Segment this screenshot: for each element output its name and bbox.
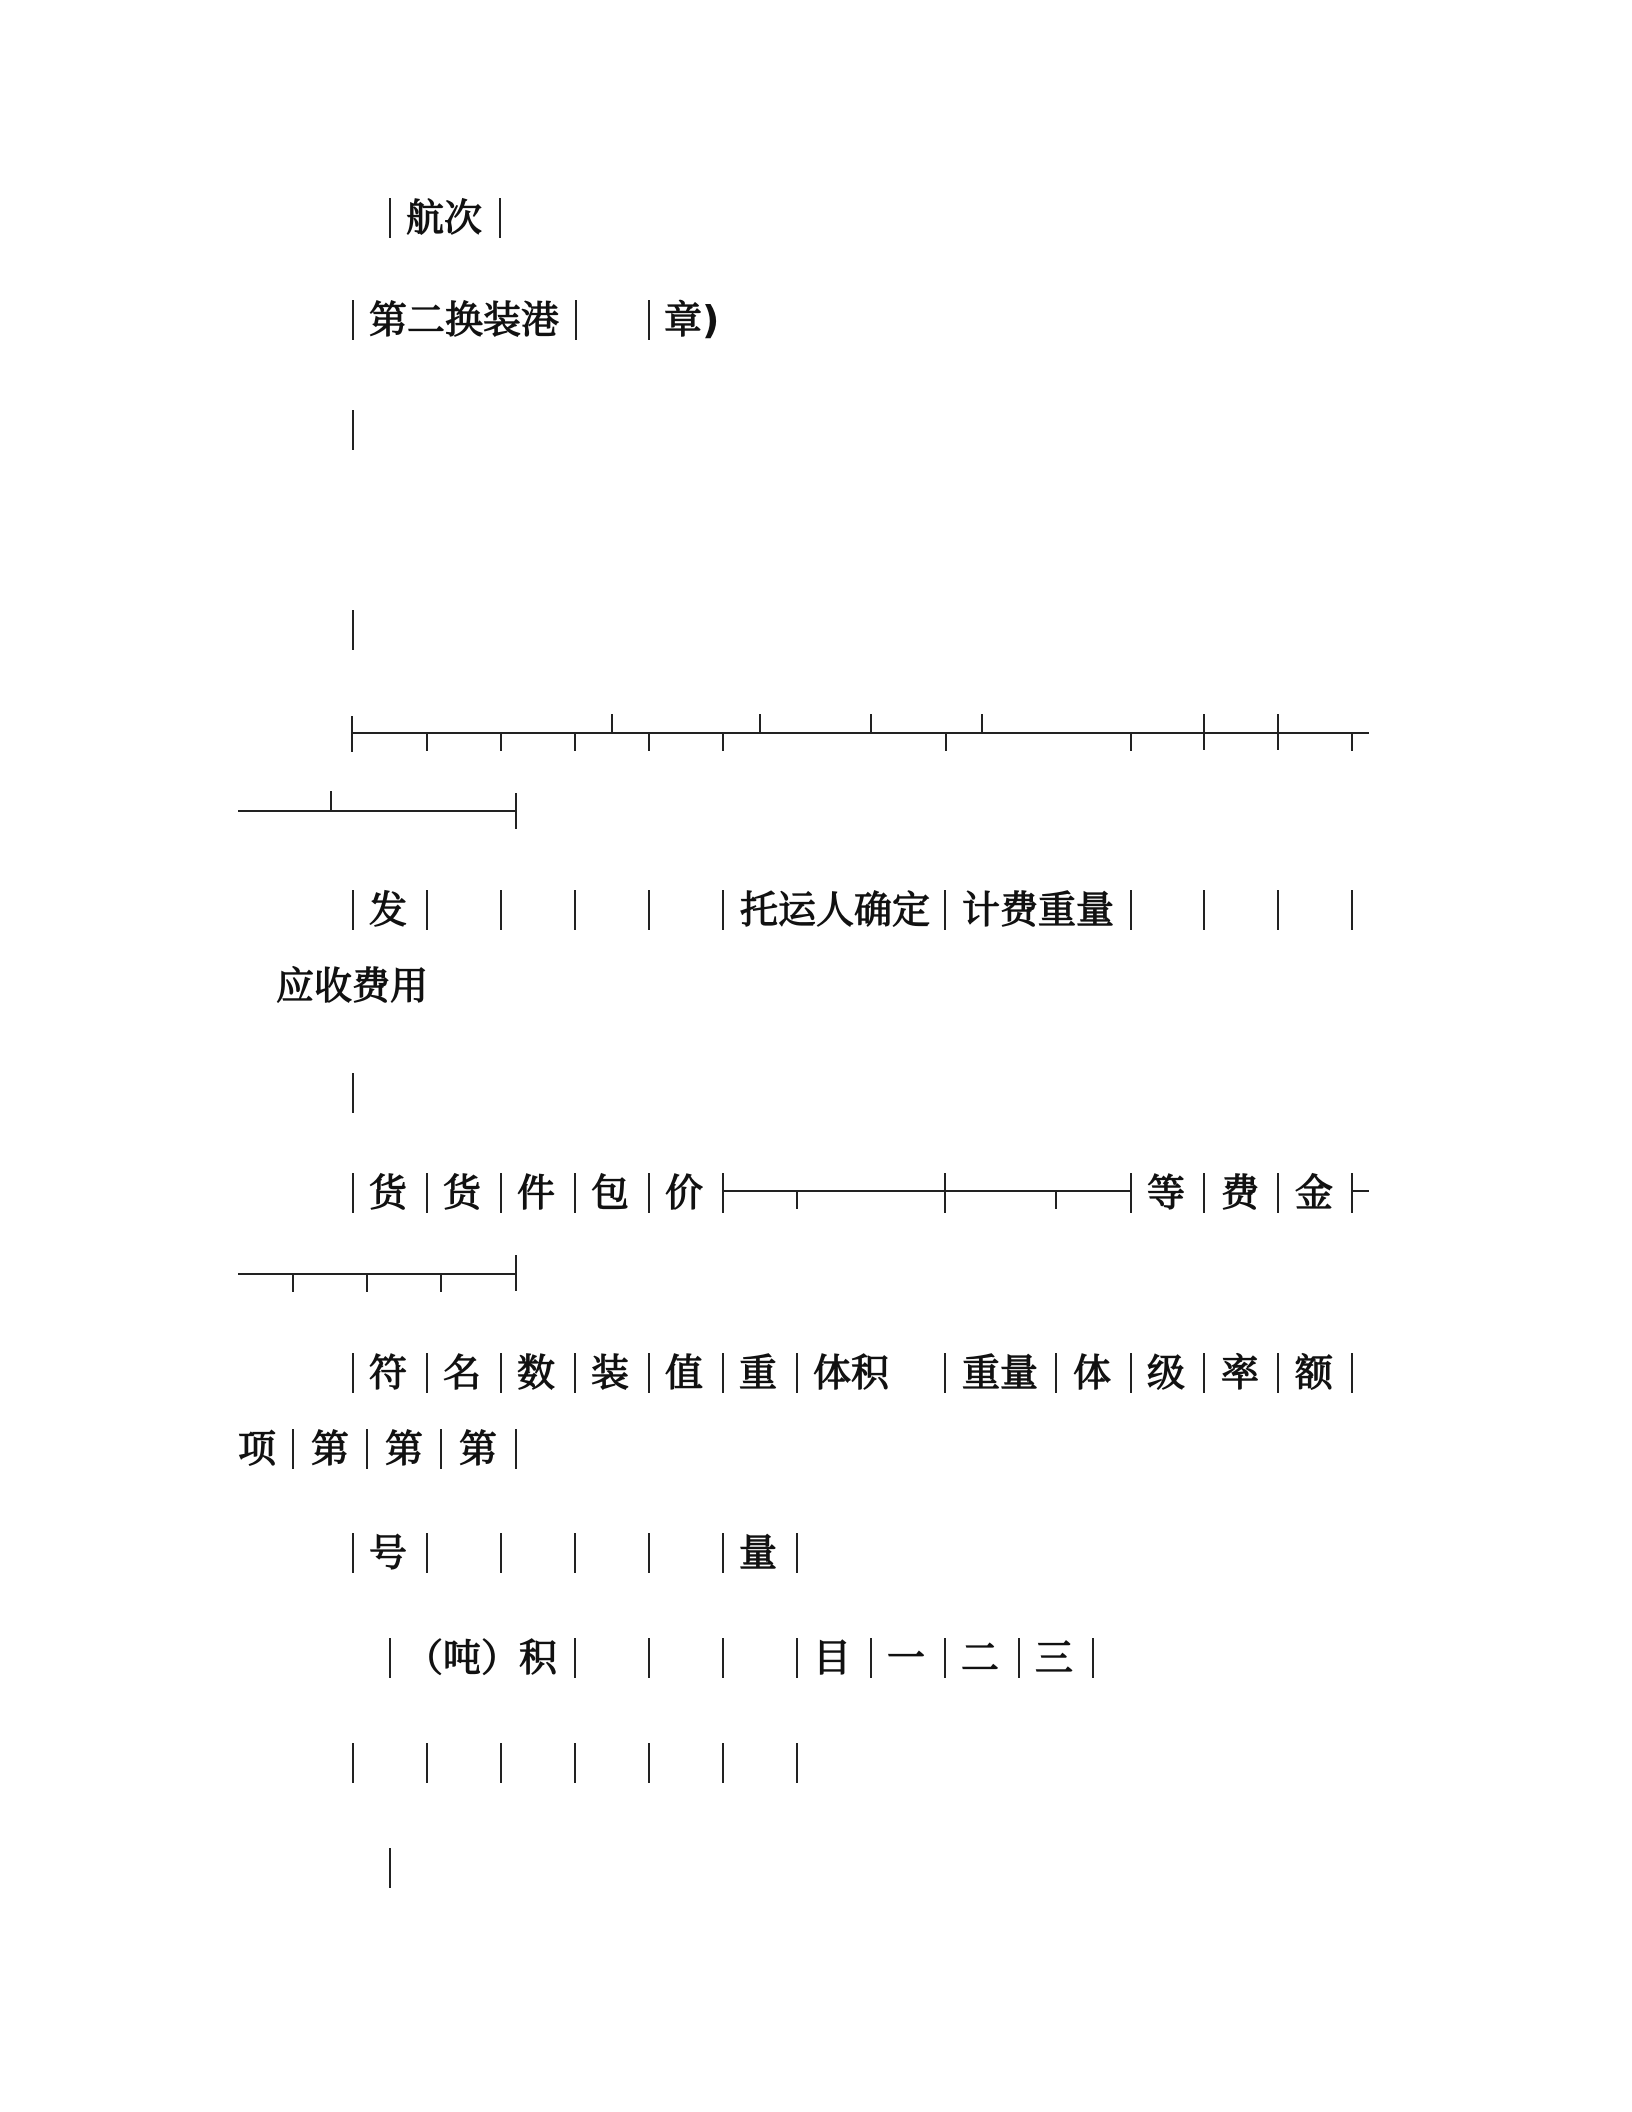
cell-border bbox=[1351, 1173, 1353, 1213]
cell-border bbox=[796, 1533, 798, 1573]
rule-tick bbox=[1130, 733, 1132, 751]
cell-border bbox=[426, 1173, 428, 1213]
cell-border bbox=[352, 1353, 354, 1393]
cell-border bbox=[574, 890, 576, 930]
cell-border bbox=[352, 610, 354, 650]
rule-tick bbox=[1277, 714, 1279, 750]
header-cell: 体 bbox=[1073, 1351, 1112, 1395]
cell-border bbox=[648, 1533, 650, 1573]
cell-border bbox=[426, 1353, 428, 1393]
rule-tick bbox=[648, 733, 650, 751]
header-cell: 号 bbox=[369, 1531, 408, 1575]
cell-border bbox=[389, 198, 391, 238]
header-cell: 货 bbox=[369, 1171, 408, 1215]
cell-border bbox=[389, 1638, 391, 1678]
rule-tick bbox=[759, 714, 761, 732]
cell-border bbox=[796, 1353, 798, 1393]
cell-border bbox=[352, 1533, 354, 1573]
rule-tick bbox=[574, 733, 576, 751]
cell-border bbox=[1130, 1353, 1132, 1393]
header-cell: 重 bbox=[739, 1351, 778, 1395]
header-cell: 一 bbox=[887, 1636, 926, 1680]
table-rule-continued bbox=[238, 810, 516, 812]
cell-border bbox=[1351, 890, 1353, 930]
wrapped-cell: 第 bbox=[385, 1427, 424, 1471]
cell-border bbox=[1203, 890, 1205, 930]
cell-border bbox=[722, 1173, 724, 1213]
cell-border bbox=[500, 1533, 502, 1573]
cell-border bbox=[648, 300, 650, 340]
header-cell: 符 bbox=[369, 1351, 408, 1395]
header-cell: 值 bbox=[665, 1351, 704, 1395]
cell-border bbox=[722, 1533, 724, 1573]
cell-shipper: 发 bbox=[369, 888, 408, 932]
cell-border bbox=[870, 1638, 872, 1678]
rule-tick bbox=[500, 733, 502, 751]
cell-border bbox=[575, 300, 577, 340]
cell-border bbox=[500, 1353, 502, 1393]
header-cell: 体积 bbox=[813, 1351, 890, 1395]
cell-border bbox=[1130, 890, 1132, 930]
rule-tick bbox=[870, 714, 872, 732]
cell-border bbox=[426, 890, 428, 930]
rule-tick bbox=[426, 733, 428, 751]
rule-tick bbox=[1203, 714, 1205, 750]
rule-tick bbox=[1055, 1191, 1057, 1209]
rule-tick bbox=[981, 714, 983, 732]
cell-border bbox=[352, 1173, 354, 1213]
cell-border bbox=[796, 1743, 798, 1783]
cell-border bbox=[722, 1353, 724, 1393]
rule-tick bbox=[292, 1274, 294, 1292]
cell-border bbox=[648, 890, 650, 930]
rule-tick bbox=[330, 791, 332, 810]
cell-border bbox=[944, 1353, 946, 1393]
header-cell: 货 bbox=[443, 1171, 482, 1215]
voyage-label: 航次 bbox=[406, 196, 483, 240]
cell-border bbox=[1277, 1353, 1279, 1393]
second-transship-port-label: 第二换装港 bbox=[369, 298, 560, 342]
rule-tick bbox=[611, 714, 613, 732]
header-cell: 额 bbox=[1295, 1351, 1334, 1395]
inner-rule bbox=[1351, 1190, 1369, 1192]
header-cell: 件 bbox=[517, 1171, 556, 1215]
header-cell: 率 bbox=[1221, 1351, 1260, 1395]
header-cell: 量 bbox=[739, 1531, 778, 1575]
cell-border bbox=[352, 300, 354, 340]
cell-border bbox=[426, 1533, 428, 1573]
cell-border bbox=[515, 1429, 517, 1469]
table-rule bbox=[352, 732, 1369, 734]
table-rule-continued bbox=[238, 1273, 516, 1275]
cell-border bbox=[722, 1743, 724, 1783]
rule-tick bbox=[796, 1191, 798, 1209]
header-cell: 装 bbox=[591, 1351, 630, 1395]
header-cell: 数 bbox=[517, 1351, 556, 1395]
rule-end bbox=[351, 716, 353, 752]
cell-border bbox=[648, 1743, 650, 1783]
unit-label: （吨） bbox=[405, 1636, 520, 1680]
cell-border bbox=[1277, 1173, 1279, 1213]
header-cell: 等 bbox=[1147, 1171, 1186, 1215]
cell-border bbox=[944, 890, 946, 930]
cell-border bbox=[574, 1638, 576, 1678]
cell-border bbox=[722, 890, 724, 930]
header-cell: 目 bbox=[813, 1636, 852, 1680]
rule-tick bbox=[366, 1274, 368, 1292]
header-cell: 价 bbox=[665, 1171, 704, 1215]
cell-border bbox=[500, 1743, 502, 1783]
rule-tick bbox=[1351, 733, 1353, 751]
rule-tick bbox=[945, 733, 947, 751]
cell-border bbox=[426, 1743, 428, 1783]
cell-border bbox=[499, 198, 501, 238]
cell-border bbox=[352, 1743, 354, 1783]
shipper-confirm-label: 托运人确定 bbox=[740, 888, 931, 932]
cell-border bbox=[292, 1429, 294, 1469]
cell-border bbox=[574, 1533, 576, 1573]
cell-border bbox=[574, 1743, 576, 1783]
cell-border bbox=[648, 1173, 650, 1213]
cell-border bbox=[722, 1638, 724, 1678]
header-cell: 重量 bbox=[962, 1351, 1039, 1395]
cell-border bbox=[648, 1353, 650, 1393]
header-cell: 积 bbox=[519, 1636, 558, 1680]
receivable-fees-label: 应收费用 bbox=[276, 964, 429, 1008]
rule-end bbox=[515, 1255, 517, 1291]
header-cell: 级 bbox=[1147, 1351, 1186, 1395]
cell-border bbox=[1055, 1353, 1057, 1393]
header-cell: 包 bbox=[591, 1171, 630, 1215]
header-cell: 名 bbox=[443, 1351, 482, 1395]
cell-border bbox=[352, 410, 354, 450]
cell-border bbox=[500, 1173, 502, 1213]
rule-tick bbox=[440, 1274, 442, 1292]
cell-border bbox=[500, 890, 502, 930]
cell-border bbox=[1018, 1638, 1020, 1678]
cell-border bbox=[389, 1848, 391, 1888]
header-cell: 费 bbox=[1221, 1171, 1260, 1215]
chargeable-weight-label: 计费重量 bbox=[962, 888, 1115, 932]
cell-border bbox=[944, 1638, 946, 1678]
cell-border bbox=[944, 1173, 946, 1213]
inner-rule bbox=[722, 1190, 1130, 1192]
cell-border bbox=[352, 1073, 354, 1113]
cell-border bbox=[1203, 1173, 1205, 1213]
cell-border bbox=[1092, 1638, 1094, 1678]
cell-border bbox=[796, 1638, 798, 1678]
cell-border bbox=[352, 890, 354, 930]
cell-border bbox=[1351, 1353, 1353, 1393]
wrapped-cell: 第 bbox=[459, 1427, 498, 1471]
wrapped-cell: 第 bbox=[311, 1427, 350, 1471]
header-cell: 二 bbox=[961, 1636, 1000, 1680]
cell-border bbox=[574, 1173, 576, 1213]
cell-border bbox=[366, 1429, 368, 1469]
cell-border bbox=[1130, 1173, 1132, 1213]
cell-border bbox=[1277, 890, 1279, 930]
cell-border bbox=[648, 1638, 650, 1678]
header-cell: 三 bbox=[1035, 1636, 1074, 1680]
cell-border bbox=[440, 1429, 442, 1469]
wrapped-cell: 项 bbox=[238, 1427, 277, 1471]
cell-border bbox=[574, 1353, 576, 1393]
header-cell: 金 bbox=[1295, 1171, 1334, 1215]
rule-end bbox=[515, 793, 517, 829]
rule-tick bbox=[722, 733, 724, 751]
seal-fragment: 章) bbox=[664, 298, 720, 342]
cell-border bbox=[1203, 1353, 1205, 1393]
